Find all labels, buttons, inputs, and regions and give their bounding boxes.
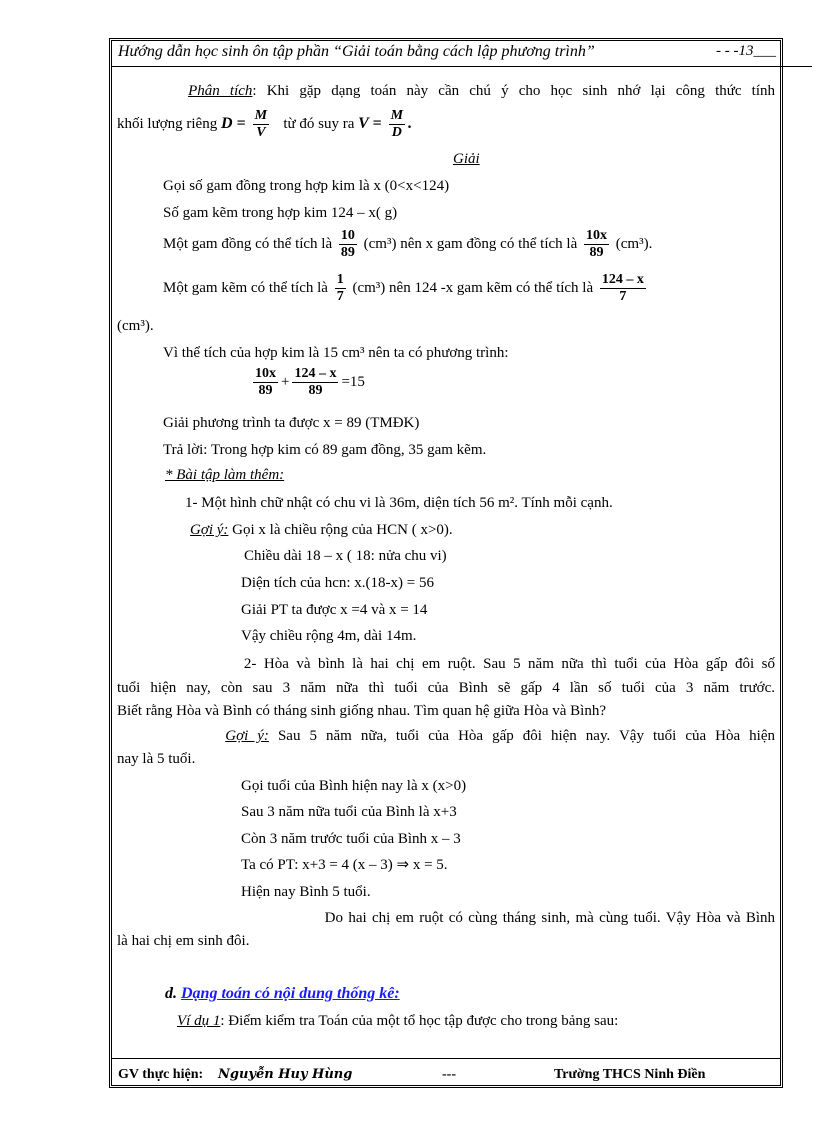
footer-label: GV thực hiện: (118, 1067, 204, 1082)
hint-2-line-7: Hiện nay Bình 5 tuổi. (241, 884, 371, 900)
problem-2-text-1: 2- Hòa và bình là hai chị em ruột. Sau 5 năm nữa thì tuổi của Hòa gấp đôi số (243, 656, 776, 672)
page-header (112, 41, 812, 65)
hint-2-text-1: Sau 5 năm nữa, tuổi của Hòa gấp đôi hiện nay. Vậy tuổi của Hòa hiện (277, 728, 776, 744)
fraction-numerator: 1 (336, 272, 344, 287)
solution-line-6: Giải phương trình ta được x = 89 (TMĐK) (163, 415, 420, 431)
hint-2-line-2: nay là 5 tuổi. (117, 751, 196, 767)
header-title: Hướng dẫn học sinh ôn tập phần “Giải toán bằng cách lập phương trình” (118, 43, 595, 60)
analysis-text-1: : Khi gặp dạng toán này cần chú ý cho học sinh nhớ lại công thức tính (252, 83, 776, 99)
problem-1: 1- Một hình chữ nhật có chu vi là 36m, diện tích 56 m². Tính mỗi cạnh. (185, 495, 613, 511)
extra-heading (165, 466, 284, 484)
hint-2-line-3: Gọi tuổi của Bình hiện nay là x (x>0) (241, 778, 467, 794)
analysis-line-1 (117, 82, 775, 100)
equation-rhs: =15 (341, 373, 365, 390)
fraction-numerator: 10x (255, 366, 276, 381)
solution-line-5: Vì thể tích của hợp kim là 15 cm³ nên ta có phương trình: (163, 345, 509, 361)
fraction-denominator: 89 (258, 383, 273, 398)
equation (250, 366, 365, 399)
solution-line-2: Số gam kẽm trong hợp kim 124 – x( g) (163, 205, 398, 221)
fraction-numerator: 124 – x (294, 366, 337, 381)
solution-line-4 (163, 272, 649, 305)
problem-2-line-3: Biết rằng Hòa và Bình có tháng sinh giống nhau. Tìm quan hệ giữa Hòa và Bình? (117, 703, 607, 719)
extra-heading-text: * Bài tập làm thêm: (165, 467, 285, 483)
solution-line-3 (163, 228, 652, 261)
header-rule (112, 66, 812, 67)
example-text: : Điểm kiểm tra Toán của một tổ học tập được cho trong bảng sau: (220, 1013, 619, 1029)
hint-2-line-4: Sau 3 năm nữa tuổi của Bình là x+3 (241, 804, 457, 820)
solution-line-4-unit: (cm³). (117, 318, 154, 334)
hint-1-line-1 (190, 521, 453, 539)
solution-line-3c: (cm³). (615, 235, 653, 252)
hint-1-line-2: Chiều dài 18 – x ( 18: nửa chu vi) (244, 548, 447, 564)
density-formula: D = $\frac{M}{V}$ (220, 108, 268, 140)
section-d-heading (165, 985, 400, 1003)
fraction-numerator: 124 – x (601, 272, 644, 287)
solution-heading: Giải (453, 151, 480, 167)
hint-1-line-4: Giải PT ta được x =4 và x = 14 (241, 602, 428, 618)
hint-2-line-5: Còn 3 năm trước tuổi của Bình x – 3 (241, 831, 461, 847)
example-1-line (177, 1012, 618, 1030)
plus-sign: + (281, 373, 290, 390)
section-d-letter: d. (165, 985, 177, 1002)
hint-2-line-9: là hai chị em sinh đôi. (117, 933, 250, 949)
analysis-text-3: từ đó suy ra (283, 116, 355, 133)
problem-2-line-2: tuổi hiện nay, còn sau 3 năm nữa thì tuổi của Bình sẽ gấp 4 lần số tuổi của 3 năm trước. (117, 680, 775, 696)
hint-1-line-5: Vậy chiều rộng 4m, dài 14m. (241, 628, 417, 644)
hint-2-line-1 (117, 727, 775, 745)
hint-2-line-8 (117, 909, 775, 927)
hint-1-line-3: Diện tích của hcn: x.(18-x) = 56 (241, 575, 434, 591)
problem-2-line-1 (117, 655, 775, 673)
fraction-denominator: 7 (619, 289, 627, 304)
hint-2-line-6: Ta có PT: x+3 = 4 (x – 3) ⇒ x = 5. (241, 857, 448, 873)
hint-1-text: Gọi x là chiều rộng của HCN ( x>0). (232, 522, 453, 538)
page-number: - - -13___ (716, 43, 776, 59)
volume-formula: V = $\frac{M}{D}$ . (358, 108, 413, 140)
fraction-numerator: 10 (340, 228, 355, 243)
solution-line-3b: (cm³) nên x gam đồng có thể tích là (363, 235, 578, 252)
school-name: Trường THCS Ninh Điền (554, 1067, 706, 1082)
analysis-label: Phân tích (188, 83, 253, 99)
hint-2-text-8: Do hai chị em ruột có cùng tháng sinh, mà cùng tuổi. Vậy Hòa và Bình (324, 910, 775, 926)
hint-label: Gợi ý: (225, 728, 269, 744)
solution-line-3a: Một gam đồng có thể tích là (163, 235, 333, 252)
footer-dashes: --- (442, 1067, 456, 1082)
solution-line-7: Trả lời: Trong hợp kim có 89 gam đồng, 35 gam kẽm. (163, 442, 487, 458)
page-footer (112, 1058, 780, 1087)
solution-line-4b: (cm³) nên 124 -x gam kẽm có thể tích là (352, 279, 594, 296)
example-label: Ví dụ 1 (177, 1013, 221, 1029)
fraction-denominator: 89 (340, 245, 355, 260)
solution-line-1: Gọi số gam đồng trong hợp kim là x (0<x<124) (163, 178, 450, 194)
fraction-numerator: 10x (586, 228, 607, 243)
fraction-denominator: 89 (589, 245, 604, 260)
section-d-title: Dạng toán có nội dung thống kê: (181, 985, 400, 1002)
fraction-denominator: 89 (308, 383, 323, 398)
hint-label: Gợi ý: (190, 522, 229, 538)
solution-line-4a: Một gam kẽm có thể tích là (163, 279, 328, 296)
analysis-line-2 (117, 108, 412, 141)
teacher-name: Nguyễn Huy Hùng (218, 1067, 353, 1082)
fraction-denominator: 7 (336, 289, 344, 304)
analysis-text-2: khối lượng riêng (117, 116, 218, 133)
